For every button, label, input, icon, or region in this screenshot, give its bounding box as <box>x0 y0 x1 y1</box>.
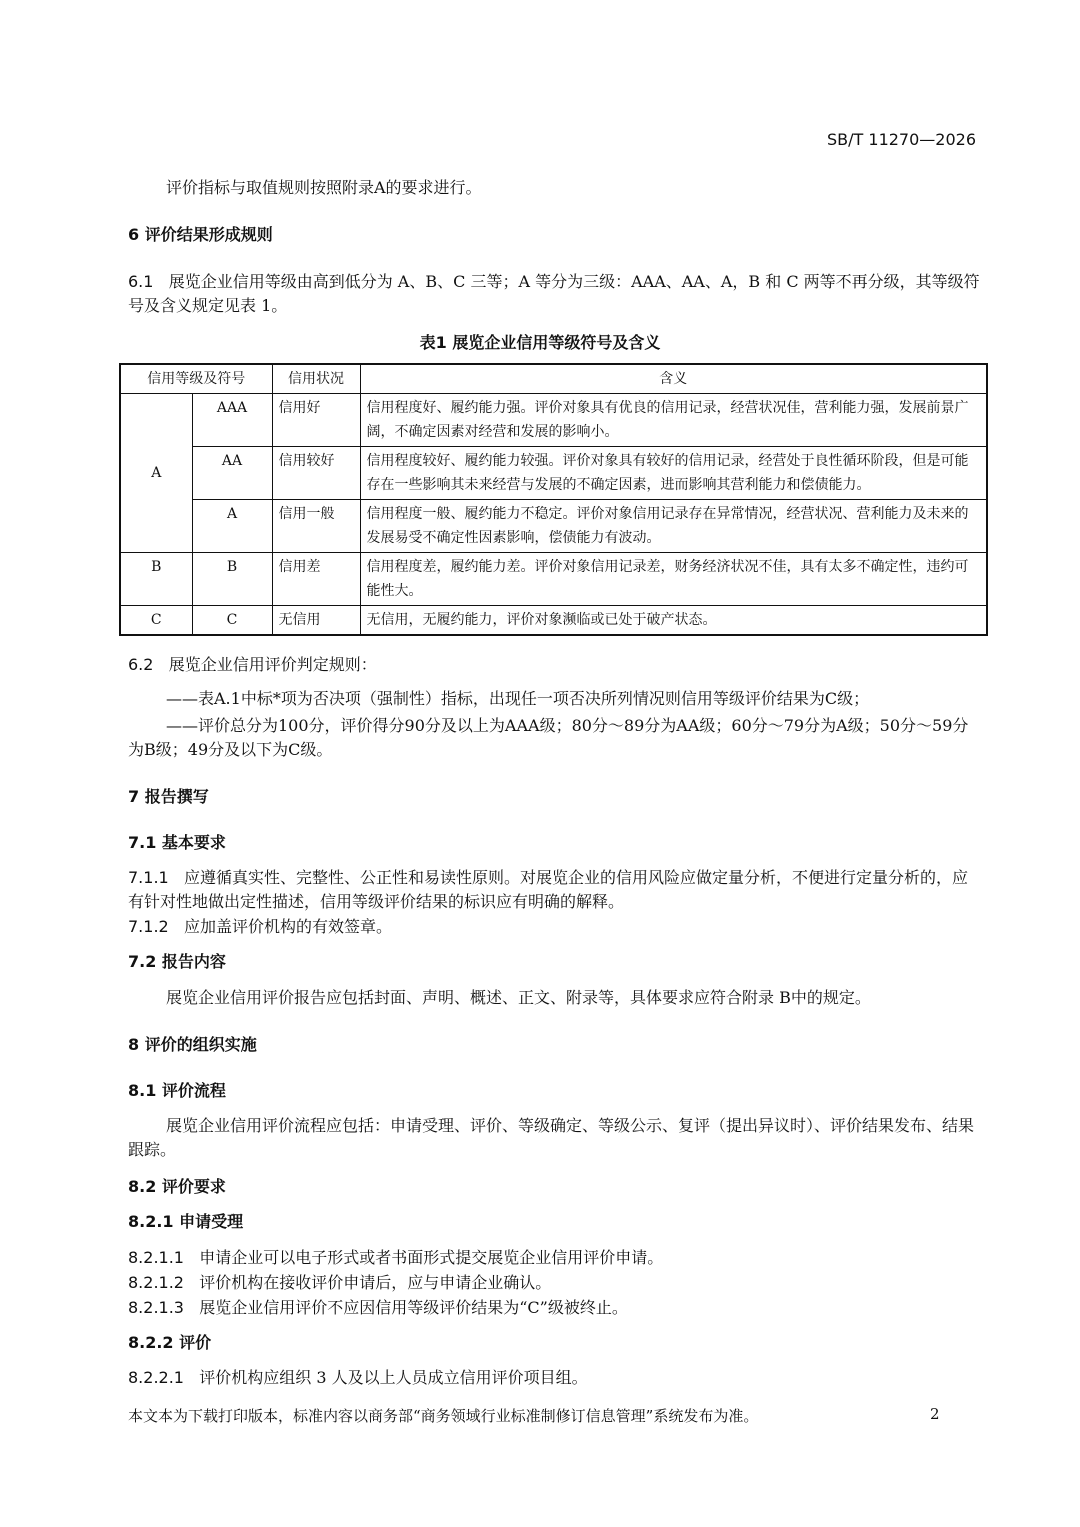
paragraph-7-2: 展览企业信用评价报告应包括封面、声明、概述、正文、附录等，具体要求应符合附录 B中的规定。 <box>166 988 871 1007</box>
header-status: 信用状况 <box>272 364 360 394</box>
clause-text: 展览企业信用评价不应因信用等级评价结果为“C”级被终止。 <box>199 1298 628 1317</box>
clause-number: 8.2.1.3 <box>128 1298 184 1317</box>
status-cell: 信用较好 <box>272 447 360 500</box>
table-row <box>120 606 987 636</box>
meaning-cell: 信用程度较好、履约能力较强。评价对象具有较好的信用记录，经营处于良性循环阶段，但是可能存在一些影响其未来经营与发展的不确定因素，进而影响其营利能力和偿债能力。 <box>360 447 987 500</box>
rule-item-2: ——评价总分为100分，评价得分90分及以上为AAA级；80分～89分为AA级；60分～79分为A级；50分～59分为B级；49分及以下为C级。 <box>128 716 969 759</box>
clause-title: 展览企业信用评价判定规则： <box>168 655 377 674</box>
section-8-heading: 8 评价的组织实施 <box>128 1035 257 1054</box>
clause-number: 6.2 <box>128 655 154 674</box>
doc-number: SB/T 11270—2026 <box>827 130 976 149</box>
rule-item-1: ——表A.1中标*项为否决项（强制性）指标，出现任一项否决所列情况则信用等级评价结果为C级； <box>166 689 870 708</box>
symbol-cell: AA <box>192 447 272 500</box>
status-cell: 信用好 <box>272 394 360 447</box>
grade-cell: C <box>120 606 192 636</box>
symbol-cell: A <box>192 500 272 553</box>
table-header-row <box>120 364 987 394</box>
credit-grade-table <box>119 363 988 636</box>
status-cell: 信用一般 <box>272 500 360 553</box>
section-7-2-heading: 7.2 报告内容 <box>128 952 226 971</box>
grade-cell: B <box>120 553 192 606</box>
section-8-2-2-heading: 8.2.2 评价 <box>128 1333 212 1352</box>
clause-text: 申请企业可以电子形式或者书面形式提交展览企业信用评价申请。 <box>199 1248 664 1267</box>
meaning-cell: 无信用，无履约能力，评价对象濒临或已处于破产状态。 <box>360 606 987 636</box>
section-8-1-heading: 8.1 评价流程 <box>128 1081 226 1100</box>
paragraph-8-2-1-3 <box>128 1296 980 1320</box>
page-number: 2 <box>930 1405 940 1423</box>
paragraph-6-2 <box>128 653 980 677</box>
clause-number: 7.1.1 <box>128 868 169 887</box>
table-row <box>120 447 987 500</box>
paragraph-8-2-1-2 <box>128 1271 980 1295</box>
table-row <box>120 500 987 553</box>
header-meaning: 含义 <box>360 364 987 394</box>
footer-note: 本文本为下载打印版本，标准内容以商务部“商务领域行业标准制修订信息管理”系统发布为准。 <box>128 1407 759 1425</box>
clause-text: 展览企业信用等级由高到低分为 A、B、C 三等；A 等分为三级：AAA、AA、A，B 和 C 两等不再分级，其等级符号及含义规定见表 1。 <box>128 272 980 315</box>
table-row <box>120 394 987 447</box>
meaning-cell: 信用程度差，履约能力差。评价对象信用记录差，财务经济状况不佳，具有太多不确定性，违约可能性大。 <box>360 553 987 606</box>
clause-number: 8.2.1.2 <box>128 1273 184 1292</box>
clause-text: 应遵循真实性、完整性、公正性和易读性原则。对展览企业的信用风险应做定量分析，不便进行定量分析的，应有针对性地做出定性描述，信用等级评价结果的标识应有明确的解释。 <box>128 868 968 911</box>
paragraph-7-1-2 <box>128 915 980 939</box>
table-row <box>120 553 987 606</box>
clause-number: 7.1.2 <box>128 917 169 936</box>
table-caption: 表1 展览企业信用等级符号及含义 <box>419 333 661 352</box>
paragraph-7-1-1 <box>128 866 980 914</box>
section-7-1-heading: 7.1 基本要求 <box>128 833 226 852</box>
intro-paragraph: 评价指标与取值规则按照附录A的要求进行。 <box>166 178 482 197</box>
clause-number: 6.1 <box>128 272 154 291</box>
section-8-2-1-heading: 8.2.1 申请受理 <box>128 1212 244 1231</box>
symbol-cell: C <box>192 606 272 636</box>
clause-number: 8.2.2.1 <box>128 1368 184 1387</box>
header-grade: 信用等级及符号 <box>120 364 272 394</box>
section-6-heading: 6 评价结果形成规则 <box>128 225 273 244</box>
clause-text: 评价机构应组织 3 人及以上人员成立信用评价项目组。 <box>199 1368 588 1387</box>
status-cell: 无信用 <box>272 606 360 636</box>
symbol-cell: B <box>192 553 272 606</box>
status-cell: 信用差 <box>272 553 360 606</box>
clause-text: 应加盖评价机构的有效签章。 <box>183 917 392 936</box>
meaning-cell: 信用程度一般、履约能力不稳定。评价对象信用记录存在异常情况，经营状况、营利能力及未来的发展易受不确定性因素影响，偿债能力有波动。 <box>360 500 987 553</box>
grade-cell: A <box>120 394 192 553</box>
clause-text: 评价机构在接收评价申请后，应与申请企业确认。 <box>199 1273 552 1292</box>
clause-number: 8.2.1.1 <box>128 1248 184 1267</box>
paragraph-8-2-2-1 <box>128 1366 980 1390</box>
meaning-cell: 信用程度好、履约能力强。评价对象具有优良的信用记录，经营状况佳，营利能力强，发展前景广阔，不确定因素对经营和发展的影响小。 <box>360 394 987 447</box>
symbol-cell: AAA <box>192 394 272 447</box>
paragraph-8-1: 展览企业信用评价流程应包括：申请受理、评价、等级确定、等级公示、复评（提出异议时）、评价结果发布、结果跟踪。 <box>128 1116 975 1159</box>
section-8-2-heading: 8.2 评价要求 <box>128 1177 226 1196</box>
section-7-heading: 7 报告撰写 <box>128 787 209 806</box>
paragraph-8-2-1-1 <box>128 1246 980 1270</box>
paragraph-6-1 <box>128 270 980 318</box>
